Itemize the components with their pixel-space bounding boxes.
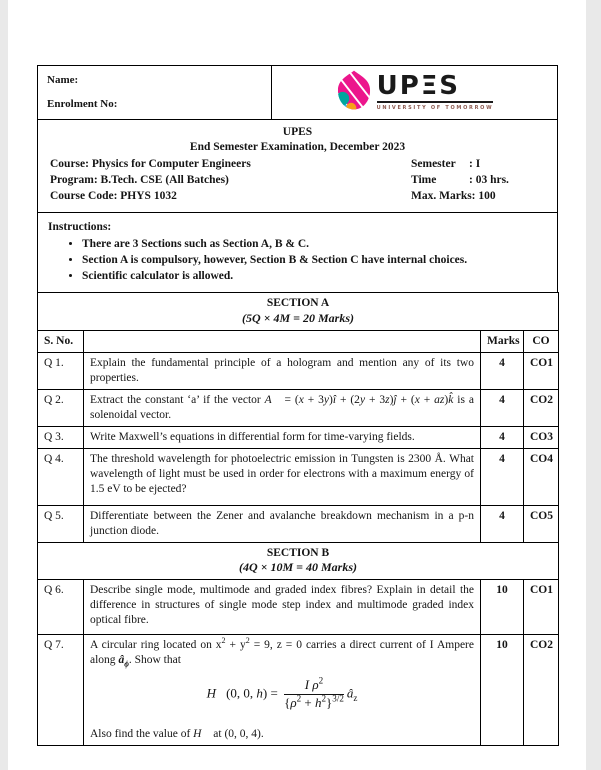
upes-logo (336, 69, 494, 116)
section-a-header (38, 293, 559, 331)
questions-table (37, 292, 559, 745)
logo-tagline: UNIVERSITY OF TOMORROW (377, 101, 494, 112)
question-text: Extract the constant ‘a’ if the vector A⃗ = (x + 3y)î + (2y + 3z)ĵ + (x + az)k̂ is a solenoidal vector. (84, 389, 481, 426)
co-value: CO1 (524, 352, 559, 389)
instruction-item: • There are 3 Sections such as Section A, B & C. (82, 237, 547, 252)
logo-wordmark: UPΞS (376, 71, 460, 102)
section-b-header (38, 542, 559, 580)
upes-logo-icon (336, 69, 372, 116)
time-row (411, 173, 537, 188)
question-row (38, 580, 559, 635)
program-line: Program: B.Tech. CSE (All Batches) (50, 173, 229, 186)
co-value: CO2 (524, 389, 559, 426)
course-meta (50, 156, 545, 204)
question-number: Q 7. (38, 635, 84, 746)
section-b-title: SECTION B (266, 546, 330, 559)
question-text: The threshold wavelength for photoelectric emission in Tungsten is 2300 Å. What wavelength of light must be used in order for electrons with a maximum energy of 1.5 eV to be ejected? (84, 448, 481, 505)
time-value: : 03 hrs. (469, 173, 509, 186)
logo-text (377, 73, 494, 112)
question-number: Q 4. (38, 448, 84, 505)
question-number: Q 3. (38, 426, 84, 448)
question-row (38, 448, 559, 505)
question-row (38, 389, 559, 426)
question-number: Q 6. (38, 580, 84, 635)
candidate-info-cell (38, 66, 271, 119)
instructions-box (37, 212, 558, 294)
exam-paper-page (8, 0, 586, 770)
enrolment-label: Enrolment No: (47, 98, 118, 111)
time-label: Time (411, 173, 437, 186)
question-text-intro: A circular ring located on $x^2 + y^2 = 9$, z = 0 carries a direct current of I Ampere along $â_\phi$. Show that (90, 636, 474, 669)
instruction-item: • Section A is compulsory, however, Section B & Section C have internal choices. (82, 253, 547, 268)
co-value: CO4 (524, 448, 559, 505)
exam-document (37, 65, 558, 746)
question-number: Q 5. (38, 505, 84, 542)
exam-title: End Semester Examination, December 2023 (189, 140, 406, 153)
instructions-list (82, 237, 547, 284)
question-text-outro: Also find the value of H⃗ at (0, 0, 4). (90, 727, 264, 740)
semester-label: Semester (411, 157, 456, 170)
header-row (37, 65, 558, 120)
question-row (38, 635, 559, 746)
semester-value: : I (469, 157, 481, 170)
marks-value: 10 (481, 635, 524, 746)
co-column-header: CO (524, 330, 559, 352)
marks-value: 4 (481, 352, 524, 389)
instruction-item: • Scientific calculator is allowed. (82, 269, 547, 284)
section-a-title: SECTION A (266, 297, 330, 310)
question-row (38, 505, 559, 542)
course-meta-right (411, 156, 537, 204)
question-text: Explain the fundamental principle of a hologram and mention any of its two properties. (84, 352, 481, 389)
course-meta-left (50, 156, 411, 204)
co-value: CO2 (524, 635, 559, 746)
question-formula: H⃗(0, 0, h) = $\frac{I \rho^2}{\{\rho^2 + h^2\}^{3/2}}$ $â_z$ (206, 675, 358, 710)
question-number: Q 1. (38, 352, 84, 389)
section-b-subtitle: (4Q × 10M = 40 Marks) (239, 560, 358, 575)
title-box (37, 119, 558, 213)
marks-value: 4 (481, 389, 524, 426)
section-a-subtitle: (5Q × 4M = 20 Marks) (242, 311, 355, 326)
marks-column-header: Marks (481, 330, 524, 352)
question-text (84, 635, 481, 746)
max-marks-line: Max. Marks: 100 (411, 189, 496, 202)
co-value: CO1 (524, 580, 559, 635)
co-value: CO3 (524, 426, 559, 448)
logo-cell (271, 66, 557, 119)
university-name: UPES (282, 126, 313, 138)
question-column-header (84, 330, 481, 352)
marks-value: 4 (481, 505, 524, 542)
course-line: Course: Physics for Computer Engineers (50, 157, 251, 170)
sno-column-header: S. No. (38, 330, 84, 352)
question-number: Q 2. (38, 389, 84, 426)
co-value: CO5 (524, 505, 559, 542)
instructions-heading: Instructions: (48, 220, 112, 233)
semester-row (411, 157, 537, 172)
question-row (38, 426, 559, 448)
question-text: Describe single mode, multimode and graded index fibres? Explain in detail the difference in structures of single mode step index and multimode graded index optical fibre. (84, 580, 481, 635)
marks-value: 4 (481, 448, 524, 505)
question-text: Differentiate between the Zener and avalanche breakdown mechanism in a p-n junction diode. (84, 505, 481, 542)
course-code-line: Course Code: PHYS 1032 (50, 189, 177, 202)
question-row (38, 352, 559, 389)
marks-value: 4 (481, 426, 524, 448)
table-header-row (38, 330, 559, 352)
question-text: Write Maxwell’s equations in differential form for time-varying fields. (84, 426, 481, 448)
name-label: Name: (47, 74, 79, 86)
marks-value: 10 (481, 580, 524, 635)
